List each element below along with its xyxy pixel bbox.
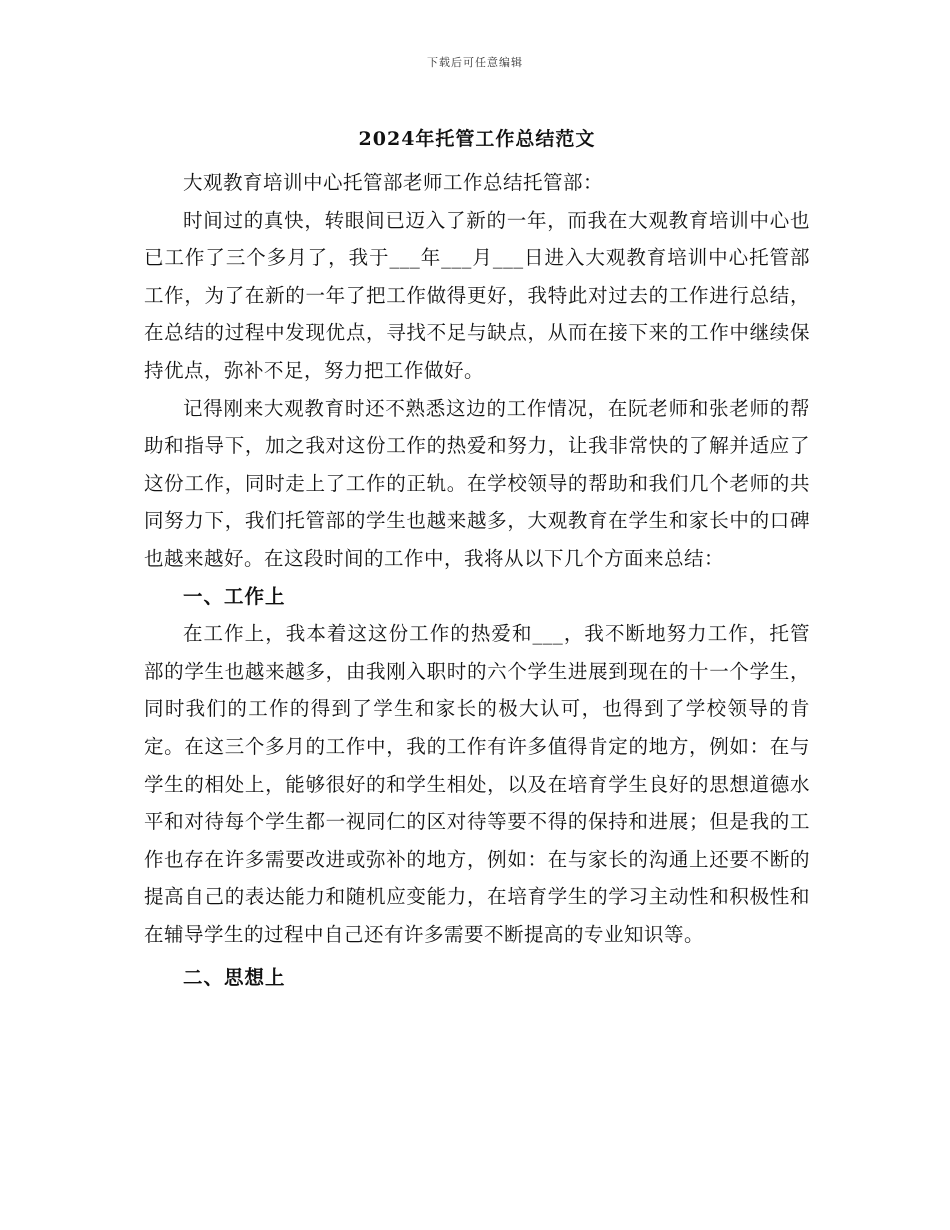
paragraph-2: 记得刚来大观教育时还不熟悉这边的工作情况，在阮老师和张老师的帮助和指导下，加之我对这份工作的热爱和努力，让我非常快的了解并适应了这份工作，同时走上了工作的正轨。在学校领导的帮助和我们几个老师的共同努力下，我们托管部的学生也越来越多，大观教育在学生和家长中的口碑也越来越好。在这段时间的工作中，我将从以下几个方面来总结：: [144, 396, 810, 570]
section-2-heading: 二、思想上: [183, 966, 286, 990]
section-1-heading: 一、工作上: [183, 584, 286, 608]
section-1-body: 在工作上，我本着这这份工作的热爱和___，我不断地努力工作，托管部的学生也越来越多，由我刚入职时的六个学生进展到现在的十一个学生，同时我们的工作的得到了学生和家长的极大认可，也得到了学校领导的肯定。在这三个多月的工作中，我的工作有许多值得肯定的地方，例如：在与学生的相处上，能够很好的和学生相处，以及在培育学生良好的思想道德水平和对待每个学生都一视同仁的区对待等要不得的保持和进展；但是我的工作也存在许多需要改进或弥补的地方，例如：在与家长的沟通上还要不断的提高自己的表达能力和随机应变能力，在培育学生的学习主动性和积极性和在辅导学生的过程中自己还有许多需要不断提高的专业知识等。: [144, 622, 810, 946]
document-title: 2024年托管工作总结范文: [358, 128, 596, 150]
intro-line: 大观教育培训中心托管部老师工作总结托管部：: [183, 171, 604, 194]
paragraph-1: 时间过的真快，转眼间已迈入了新的一年，而我在大观教育培训中心也已工作了三个多月了，我于___年___月___日进入大观教育培训中心托管部工作，为了在新的一年了把工作做得更好，我特此对过去的工作进行总结，在总结的过程中发现优点，寻找不足与缺点，从而在接下来的工作中继续保持优点，弥补不足，努力把工作做好。: [144, 208, 810, 382]
header-note: 下载后可任意编辑: [427, 56, 523, 69]
document-body: [144, 114, 810, 997]
